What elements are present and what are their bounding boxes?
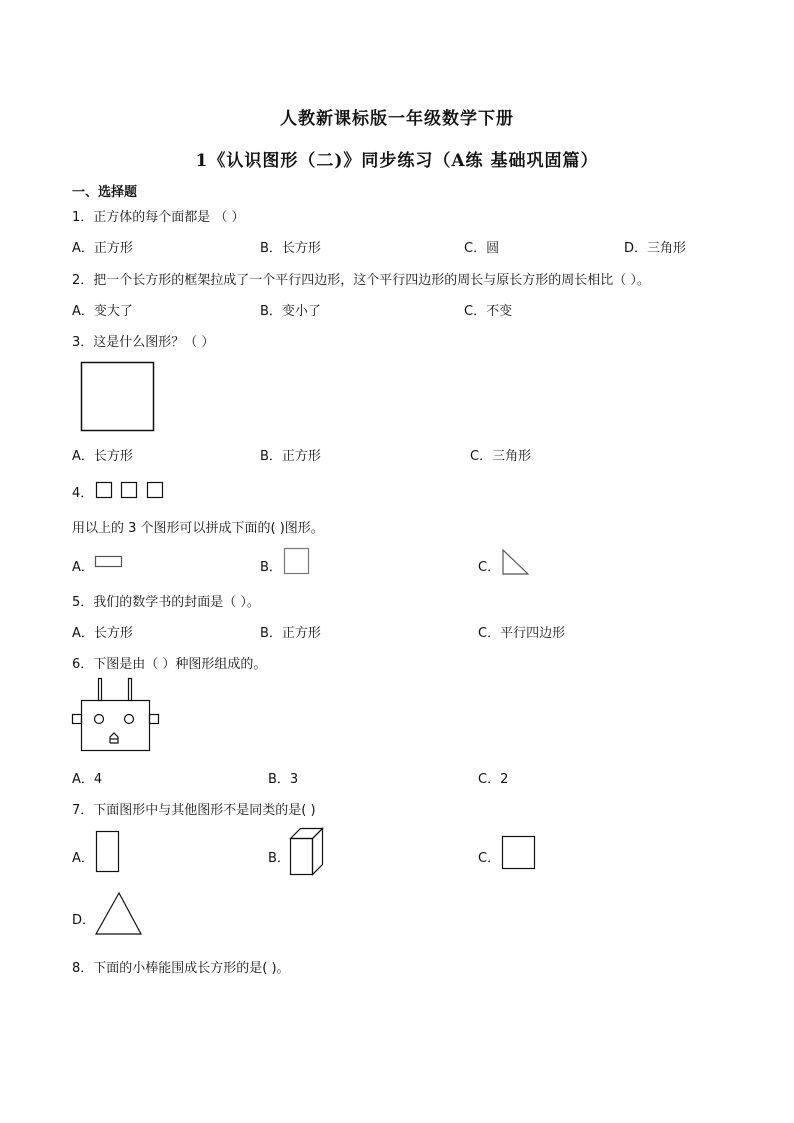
page-subtitle: 1《认识图形（二)》同步练习（A练 基础巩固篇） <box>195 151 599 171</box>
q1-option-b: B．长方形 <box>260 241 321 256</box>
cuboid-figure <box>290 828 324 876</box>
q2-option-b: B．变小了 <box>260 304 321 319</box>
q1-option-c: C．圆 <box>464 241 500 256</box>
q3-option-a: A．长方形 <box>72 449 133 464</box>
q4-option-a-label: A． <box>72 560 94 575</box>
question-3: 3．这是什么图形？（ ） <box>72 335 215 350</box>
section-heading: 一、选择题 <box>72 185 138 200</box>
right-triangle-figure <box>502 549 530 576</box>
q7-option-b-label: B． <box>268 851 290 866</box>
question-6: 6．下图是由（ ）种图形组成的。 <box>72 657 267 672</box>
question-2: 2．把一个长方形的框架拉成了一个平行四边形，这个平行四边形的周长与原长方形的周长相比（ ）。 <box>72 273 650 288</box>
three-small-squares <box>96 482 166 498</box>
question-4-number: 4． <box>72 486 94 501</box>
question-7: 7．下面图形中与其他图形不是同类的是( ) <box>72 803 316 818</box>
q4-option-b-label: B． <box>260 560 282 575</box>
small-square-figure <box>284 548 310 575</box>
q7-option-a-label: A． <box>72 851 94 866</box>
q6-option-a: A．4 <box>72 772 103 787</box>
q6-option-c: C．2 <box>478 772 509 787</box>
q1-option-d: D．三角形 <box>624 241 687 256</box>
q7-option-d-label: D． <box>72 913 96 928</box>
q3-option-b: B．正方形 <box>260 449 321 464</box>
triangle-figure <box>95 892 143 936</box>
page-title: 人教新课标版一年级数学下册 <box>280 109 514 129</box>
question-4: 用以上的 3 个图形可以拼成下面的( )图形。 <box>72 521 324 536</box>
question-5: 5．我们的数学书的封面是（ ）。 <box>72 595 260 610</box>
q4-option-c-label: C． <box>478 560 501 575</box>
q2-option-c: C．不变 <box>464 304 513 319</box>
question-8: 8．下面的小棒能围成长方形的是( )。 <box>72 961 290 976</box>
q1-option-a: A．正方形 <box>72 241 133 256</box>
q3-option-c: C．三角形 <box>470 449 532 464</box>
square-figure <box>81 362 155 432</box>
robot-figure <box>72 678 162 753</box>
q6-option-b: B．3 <box>268 772 299 787</box>
q7-option-c-label: C． <box>478 851 501 866</box>
tall-rectangle-figure <box>96 831 120 873</box>
question-1: 1．正方体的每个面都是 （ ） <box>72 210 245 225</box>
long-rectangle-figure <box>95 556 123 568</box>
square-figure-c <box>502 836 536 870</box>
q5-option-b: B．正方形 <box>260 626 321 641</box>
q2-option-a: A．变大了 <box>72 304 133 319</box>
q5-option-a: A．长方形 <box>72 626 133 641</box>
q5-option-c: C．平行四边形 <box>478 626 566 641</box>
